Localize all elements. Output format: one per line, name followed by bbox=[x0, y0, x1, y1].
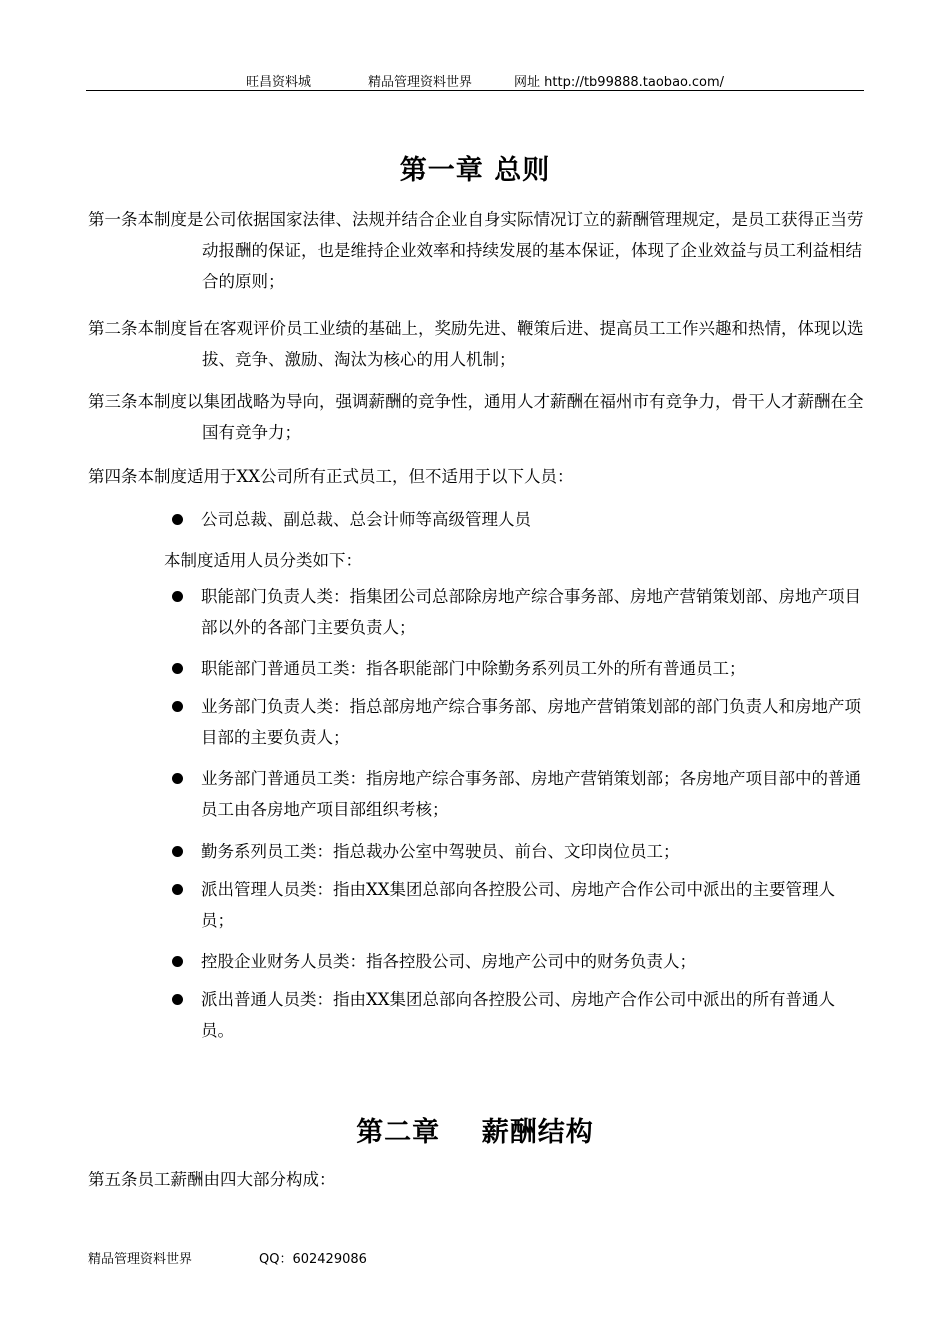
category-item: 控股企业财务人员类：指各控股公司、房地产公司中的财务负责人； bbox=[172, 946, 864, 977]
article-4: 第四条本制度适用于XX公司所有正式员工，但不适用于以下人员： bbox=[88, 467, 574, 486]
category-item: 勤务系列员工类：指总裁办公室中驾驶员、前台、文印岗位员工； bbox=[172, 836, 864, 867]
category-item: 派出普通人员类：指由XX集团总部向各控股公司、房地产合作公司中派出的所有普通人员。 bbox=[172, 984, 864, 1046]
category-item: 业务部门负责人类：指总部房地产综合事务部、房地产营销策划部的部门负责人和房地产项目部的主要负责人； bbox=[172, 691, 864, 753]
classification-intro: 本制度适用人员分类如下： bbox=[164, 551, 362, 570]
page-header bbox=[86, 68, 864, 91]
bullet-icon bbox=[172, 956, 183, 967]
article-5: 第五条员工薪酬由四大部分构成： bbox=[88, 1170, 336, 1189]
footer-qq: QQ：602429086 bbox=[259, 1252, 367, 1267]
category-item: 职能部门普通员工类：指各职能部门中除勤务系列员工外的所有普通员工； bbox=[172, 653, 864, 684]
bullet-icon bbox=[172, 514, 183, 525]
article-3: 第三条本制度以集团战略为导向，强调薪酬的竞争性，通用人才薪酬在福州市有竞争力，骨干人才薪酬在全国有竞争力； bbox=[88, 392, 864, 442]
chapter-1-title: 第一章 总则 bbox=[399, 155, 551, 186]
header-tagline: 精品管理资料世界 bbox=[368, 75, 473, 90]
category-item: 派出管理人员类：指由XX集团总部向各控股公司、房地产合作公司中派出的主要管理人员； bbox=[172, 874, 864, 936]
header-site-name: 旺昌资料城 bbox=[246, 75, 312, 90]
chapter-2-title: 第二章 薪酬结构 bbox=[356, 1117, 594, 1148]
bullet-icon bbox=[172, 846, 183, 857]
header-url: 网址 http://tb99888.taobao.com/ bbox=[514, 75, 725, 90]
excluded-item: 公司总裁、副总裁、总会计师等高级管理人员 bbox=[172, 504, 864, 535]
bullet-icon bbox=[172, 884, 183, 895]
category-item: 业务部门普通员工类：指房地产综合事务部、房地产营销策划部；各房地产项目部中的普通员工由各房地产项目部组织考核； bbox=[172, 763, 864, 825]
article-1: 第一条本制度是公司依据国家法律、法规并结合企业自身实际情况订立的薪酬管理规定，是员工获得正当劳动报酬的保证，也是维持企业效率和持续发展的基本保证，体现了企业效益与员工利益相结合的原则； bbox=[88, 210, 864, 291]
footer-site-name: 精品管理资料世界 bbox=[88, 1252, 193, 1267]
bullet-icon bbox=[172, 591, 183, 602]
article-2: 第二条本制度旨在客观评价员工业绩的基础上，奖励先进、鞭策后进、提高员工工作兴趣和热情，体现以选拔、竞争、激励、淘汰为核心的用人机制； bbox=[88, 319, 864, 369]
bullet-icon bbox=[172, 663, 183, 674]
bullet-icon bbox=[172, 994, 183, 1005]
category-item: 职能部门负责人类：指集团公司总部除房地产综合事务部、房地产营销策划部、房地产项目部以外的各部门主要负责人； bbox=[172, 581, 864, 643]
bullet-icon bbox=[172, 773, 183, 784]
bullet-icon bbox=[172, 701, 183, 712]
